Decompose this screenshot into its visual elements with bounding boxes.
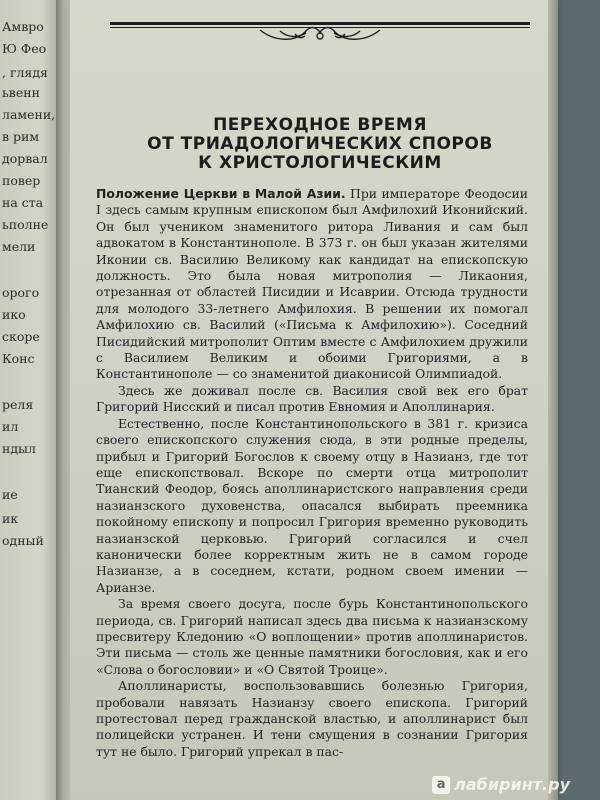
- paragraph-text: Здесь же доживал после св. Василия свой век его брат Григорий Нисский и писал против Евномия и Аполлинария.: [96, 382, 528, 415]
- paragraph-text: За время своего досуга, после бурь Константинопольского периода, св. Григорий написал здесь два письма к назианзскому пресвитеру Кледонию «О воплощении» против аполлинаристов. Эти письма — столь же ценные памятники богословия, как и его «Слова о богословии» и «О Святой Троице».: [96, 596, 528, 677]
- previous-page-fragment: [0, 0, 60, 800]
- previous-page-line: ие: [2, 487, 18, 502]
- watermark: [432, 775, 570, 794]
- previous-page-line: ик: [2, 511, 19, 526]
- previous-page-line: орого: [2, 285, 40, 300]
- paragraph-text: Аполлинаристы, воспользовавшись болезнью Григория, пробовали навязать Назианзу своего епископа. Григорий протестовал перед гражданской властью, и аполлинарист был полицейски устранен. И тени смущения в сознании Григория тут не было. Григорий упрекал в пас-: [96, 678, 528, 759]
- paragraph: [96, 596, 528, 678]
- chapter-title-line: ПЕРЕХОДНОЕ ВРЕМЯ: [213, 115, 427, 135]
- previous-page-line: ико: [2, 307, 26, 322]
- paragraph: [96, 383, 528, 416]
- previous-page-line: дорвал: [2, 151, 48, 166]
- paragraph-lead: Положение Церкви в Малой Азии.: [96, 186, 346, 201]
- previous-page-line: ьвенн: [2, 85, 40, 100]
- ornament-header-icon: [110, 14, 530, 44]
- labirint-logo-icon: a: [432, 776, 450, 794]
- previous-page-line: Конс: [2, 351, 35, 366]
- previous-page-line: повер: [2, 173, 41, 188]
- paragraph-text: Естественно, после Константинопольского в 381 г. кризиса своего епископского служения сюда, в эти родные пределы, прибыл и Григорий Богослов к своему отцу в Назианз, где тот еще епископствовал. Вскоре по смерти отца митрополит Тианский Феодор, боясь аполлинаристского направления среди назианзского духовенства, опасался выбирать преемника покойному епископу и попросил Григория временно руководить назианзской церковью. Григорий согласился и счел канонически более корректным жить не в самом городе Назианзе, а в соседнем, кстати, родном своем имении — Арианзе.: [96, 415, 528, 595]
- book-page: [70, 0, 550, 800]
- chapter-title-line: К ХРИСТОЛОГИЧЕСКИМ: [198, 153, 442, 173]
- paragraph-text: При императоре Феодосии I здесь самым крупным епископом был Амфилохий Иконийский. Он был учеником знаменитого ритора Ливания и сам был адвокатом в Константинополе. В 373 г. он был указан жителями Иконии св. Василию Великому как кандидат на епископскую должность. Это была новая митрополия — Ликаония, отрезанная от областей Писидии и Исаврии. Отсюда трудности для молодого 33-летнего Амфилохия. В решении их помогал Амфилохию св. Василий («Письма к Амфилохию»). Соседний Писидийский митрополит Оптим вместе с Амфилохием дружили с Василием Великим и обоими Григориями, а в Константинополе — со знаменитой диаконисой Олимпиадой.: [96, 186, 529, 382]
- chapter-title: [110, 116, 530, 173]
- watermark-text: лабиринт.ру: [454, 775, 570, 794]
- previous-page-line: одный: [2, 533, 44, 548]
- previous-page-line: ьполне: [2, 217, 49, 232]
- paragraph: [96, 416, 528, 596]
- previous-page-line: Ю Фео: [2, 41, 47, 56]
- page-edge: [548, 0, 558, 800]
- chapter-body: [96, 186, 528, 760]
- previous-page-line: Амвро: [2, 19, 44, 34]
- paragraph: [96, 186, 528, 383]
- previous-page-line: ндыл: [2, 441, 36, 456]
- previous-page-line: ламени,: [2, 107, 56, 122]
- previous-page-line: , глядя: [2, 65, 48, 80]
- previous-page-line: ил: [2, 419, 19, 434]
- chapter-title-line: ОТ ТРИАДОЛОГИЧЕСКИХ СПОРОВ: [147, 134, 493, 154]
- paragraph: [96, 678, 528, 760]
- previous-page-line: реля: [2, 397, 34, 412]
- previous-page-line: мели: [2, 239, 36, 254]
- previous-page-line: в рим: [2, 129, 40, 144]
- previous-page-line: на ста: [2, 195, 44, 210]
- previous-page-line: скоре: [2, 329, 40, 344]
